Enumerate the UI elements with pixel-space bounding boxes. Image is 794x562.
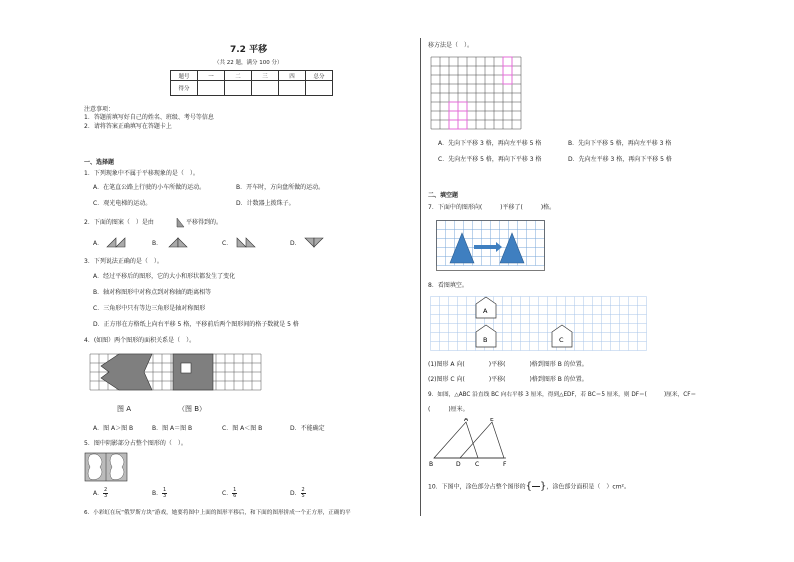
question-stem-continued: ( )厘米。 (428, 406, 469, 413)
page-subtitle: （共 22 题，满分 100 分） (214, 60, 283, 66)
option-c: C． (222, 240, 233, 247)
point-b: B (429, 461, 434, 468)
q9-figure (428, 418, 518, 470)
triangle-abc (434, 422, 478, 458)
numerator: 2 (104, 487, 108, 493)
point-e: E (490, 418, 494, 423)
point-a: A (464, 418, 469, 423)
fraction (162, 488, 167, 499)
option-c: C．先向左平移 5 格，再向下平移 3 格 (438, 156, 542, 163)
point-c: C (475, 461, 480, 468)
question-stem: 4．(如图）两个图形的面积关系是（ ）。 (84, 337, 196, 344)
answer-line: (2)图形 C 向( )平移( )格到图形 B 的位置。 (428, 376, 588, 383)
option-b: B．轴对称图形中对称点到对称轴的距离相等 (93, 289, 212, 296)
option-d: D．正方形在方格纸上向右平移 5 格，平移前后两个图形间的格子数就是 5 格 (93, 321, 299, 328)
numerator: 2 (301, 487, 305, 493)
question-stem: 2．下面的图案（ ）是由 (84, 219, 154, 226)
option-label: D． (290, 490, 301, 497)
option-c (222, 488, 237, 499)
option-d: D．先向左平移 3 格，再向下平移 5 格 (568, 156, 672, 163)
q6-grid-figure (430, 56, 522, 132)
q6-grid (431, 57, 521, 129)
question-stem: 8．看图填空。 (428, 282, 468, 289)
option-label: C． (222, 490, 233, 497)
question-stem: 6．小彩虹在玩“俄罗斯方块”游戏，她要将图中上面的图形平移后，和下面的图形拼成一个正方形，正确的平 (84, 510, 351, 516)
original-triangle (450, 233, 474, 263)
note-item: 2．请将答案正确填写在答题卡上 (84, 123, 172, 130)
question-stem-continued: 移方法是（ ）。 (428, 42, 474, 49)
figure-b-notch (181, 363, 191, 373)
fraction (103, 488, 108, 499)
option-a: A．在笔直公路上行驶的小车所做的运动。 (93, 184, 206, 191)
table-cell: 二 (225, 71, 252, 81)
figure-b-shape (173, 354, 213, 390)
option-d (290, 488, 306, 499)
page-title: 7.2 平移 (230, 45, 268, 55)
question-stem: 5．图中阴影部分占整个图形的（ ）。 (84, 440, 187, 447)
option-d: D．不能确定 (290, 425, 325, 432)
denominator: 3 (163, 493, 167, 499)
score-table (170, 70, 333, 96)
translation-arrow (474, 242, 502, 252)
figure-b-caption: （图 B） (178, 405, 207, 413)
q6-top-shape (503, 57, 512, 84)
option-label: B． (152, 490, 163, 497)
question-stem (428, 482, 630, 492)
option-c-figure-icon (236, 236, 258, 248)
q7-figure (436, 220, 546, 272)
table-cell: 总分 (306, 71, 333, 81)
q5-figure (84, 452, 128, 482)
q6-bottom-shape (449, 102, 467, 129)
figure-a-caption: 图 A (117, 405, 132, 413)
question-text: 10．下图中，涂色部分占整个图形的 (428, 483, 526, 491)
table-cell (225, 81, 252, 96)
question-stem: 1．下列现象中不属于平移现象的是（ ）。 (84, 170, 199, 177)
option-a-figure-icon (106, 236, 128, 248)
table-cell: 三 (252, 71, 279, 81)
fraction-blank: { } (525, 481, 547, 492)
point-f: F (503, 461, 507, 468)
question-text: ，涂色部分面积是（ ）cm²。 (546, 483, 630, 491)
option-label: A． (93, 490, 104, 497)
option-b: B．开车时，方向盘所做的运动。 (236, 184, 325, 191)
question-stem: 9．如图，△ABC 沿直线 BC 向右平移 3 厘米，得到△EDF，若 BC＝5 厘米，则 DF＝( )厘米，CF＝ (428, 392, 697, 398)
table-cell: 题号 (171, 71, 198, 81)
notes-heading: 注意事项： (84, 106, 115, 113)
option-a (93, 488, 108, 499)
option-b-figure-icon (168, 236, 190, 248)
option-a: A． (93, 240, 104, 247)
denominator: 6 (233, 493, 237, 499)
table-cell: 一 (198, 71, 225, 81)
note-item: 1．答题前填写好自己的姓名、班级、考号等信息 (84, 114, 214, 121)
table-cell (306, 81, 333, 96)
option-c: C．观光电梯的运动。 (93, 200, 152, 207)
triangle-edf (460, 422, 504, 458)
point-d: D (456, 461, 461, 468)
answer-line: (1)图形 A 向( )平移( )格到图形 B 的位置。 (428, 361, 588, 368)
option-d-figure-icon (304, 236, 326, 248)
label-c: C (559, 336, 564, 344)
section-heading: 一、选择题 (84, 159, 115, 166)
score-table-row (171, 81, 333, 96)
numerator: 1 (163, 487, 167, 493)
fraction (301, 488, 306, 499)
option-b: B． (152, 240, 163, 247)
q8-figure (430, 296, 648, 356)
section-heading: 二、填空题 (428, 192, 459, 199)
question-stem: 3．下列说法正确的是（ ）。 (84, 258, 163, 265)
label-b: B (483, 336, 488, 344)
denominator: 3 (104, 493, 108, 499)
q4-figure (89, 353, 265, 393)
table-cell (279, 81, 306, 96)
q2-shape-icon (176, 217, 185, 228)
option-a: A．先向下平移 3 格，再向左平移 5 格 (438, 140, 542, 147)
denominator: 5 (301, 493, 305, 499)
option-d: D． (290, 240, 301, 247)
question-stem-end: 平移得到的。 (186, 219, 223, 226)
option-d: D．计数器上拨珠子。 (236, 200, 295, 207)
label-a: A (483, 307, 488, 315)
q5-white-cutout (88, 454, 102, 480)
question-stem: 7．下面中的图形向( )平移了( )格。 (428, 204, 556, 211)
q5-white-cutout (110, 454, 124, 480)
option-a: A．图 A＞图 B (93, 425, 134, 432)
table-cell (198, 81, 225, 96)
score-table-row (171, 71, 333, 81)
numerator: 1 (233, 487, 237, 493)
option-b: B．图 A＝图 B (152, 425, 193, 432)
moved-triangle (500, 233, 524, 263)
column-divider (420, 38, 421, 516)
option-c: C．图 A＜图 B (222, 425, 263, 432)
table-cell: 得分 (171, 81, 198, 96)
option-a: A．经过平移后的图形，它的大小和形状都发生了变化 (93, 273, 236, 280)
option-b: B．先向下平移 5 格，再向左平移 3 格 (568, 140, 672, 147)
table-cell (252, 81, 279, 96)
table-cell: 四 (279, 71, 306, 81)
q8-grid (431, 297, 647, 351)
option-b (152, 488, 167, 499)
option-c: C．三角形中只有等边三角形是轴对称图形 (93, 305, 206, 312)
fraction (232, 488, 237, 499)
